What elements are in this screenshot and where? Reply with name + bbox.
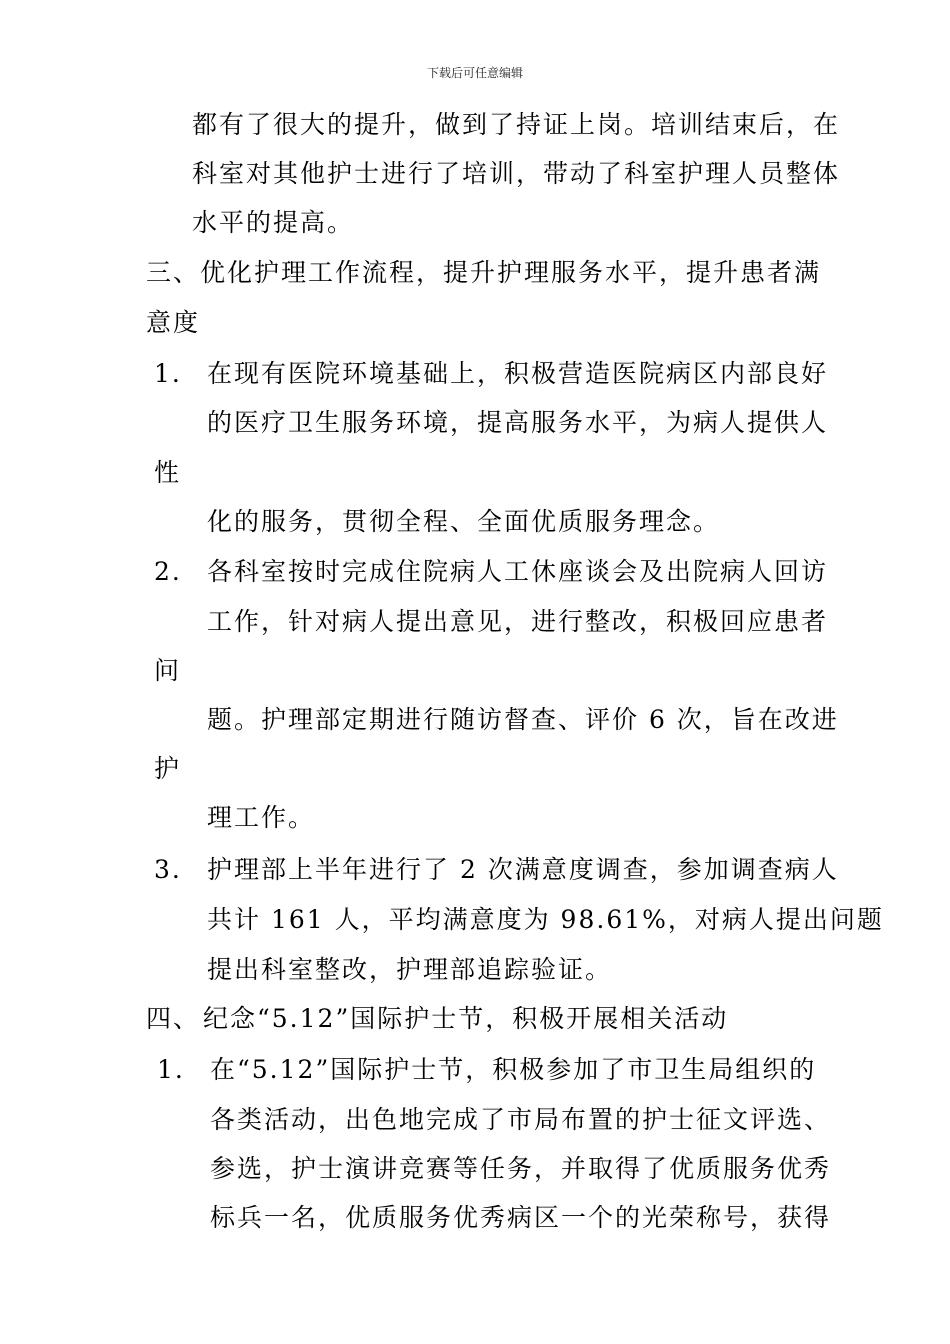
text-line: 问 bbox=[154, 656, 182, 685]
section-heading: 三、优化护理工作流程，提升护理服务水平，提升患者满 bbox=[146, 258, 822, 287]
text-line: 共计 161 人，平均满意度为 98.61%，对病人提出问题 bbox=[207, 905, 884, 934]
text-line: 性 bbox=[154, 458, 182, 487]
list-number: 2. bbox=[154, 557, 182, 586]
text-line: 理工作。 bbox=[207, 803, 316, 832]
text-line: 护理部上半年进行了 2 次满意度调查，参加调查病人 bbox=[207, 855, 839, 884]
section-number: 四、 bbox=[146, 1004, 201, 1033]
text-line: 各类活动，出色地完成了市局布置的护士征文评选、 bbox=[210, 1105, 832, 1134]
text-line: 参选，护士演讲竞赛等任务，并取得了优质服务优秀 bbox=[210, 1154, 832, 1183]
text-line: 护 bbox=[154, 754, 182, 783]
text-line: 标兵一名，优质服务优秀病区一个的光荣称号，获得 bbox=[210, 1203, 832, 1232]
list-number: 1. bbox=[157, 1055, 185, 1084]
text-line: 都有了很大的提升，做到了持证上岗。培训结束后，在 bbox=[192, 110, 841, 139]
section-heading: 纪念“5.12”国际护士节，积极开展相关活动 bbox=[203, 1004, 729, 1033]
text-line: 题。护理部定期进行随访督查、评价 6 次，旨在改进 bbox=[207, 705, 839, 734]
section-heading: 意度 bbox=[146, 308, 201, 337]
text-line: 提出科室整改，护理部追踪验证。 bbox=[207, 955, 613, 984]
text-line: 各科室按时完成住院病人工休座谈会及出院病人回访 bbox=[207, 557, 829, 586]
list-number: 1. bbox=[154, 359, 182, 388]
text-line: 科室对其他护士进行了培训，带动了科室护理人员整体 bbox=[192, 159, 841, 188]
page-header: 下载后可任意编辑 bbox=[426, 66, 523, 80]
text-line: 化的服务，贯彻全程、全面优质服务理念。 bbox=[207, 507, 721, 536]
text-line: 在“5.12”国际护士节，积极参加了市卫生局组织的 bbox=[210, 1055, 817, 1084]
text-line: 在现有医院环境基础上，积极营造医院病区内部良好 bbox=[207, 359, 829, 388]
text-line: 水平的提高。 bbox=[192, 208, 355, 237]
text-line: 的医疗卫生服务环境，提高服务水平，为病人提供人 bbox=[207, 408, 829, 437]
text-line: 工作，针对病人提出意见，进行整改，积极回应患者 bbox=[207, 607, 829, 636]
list-number: 3. bbox=[154, 855, 182, 884]
